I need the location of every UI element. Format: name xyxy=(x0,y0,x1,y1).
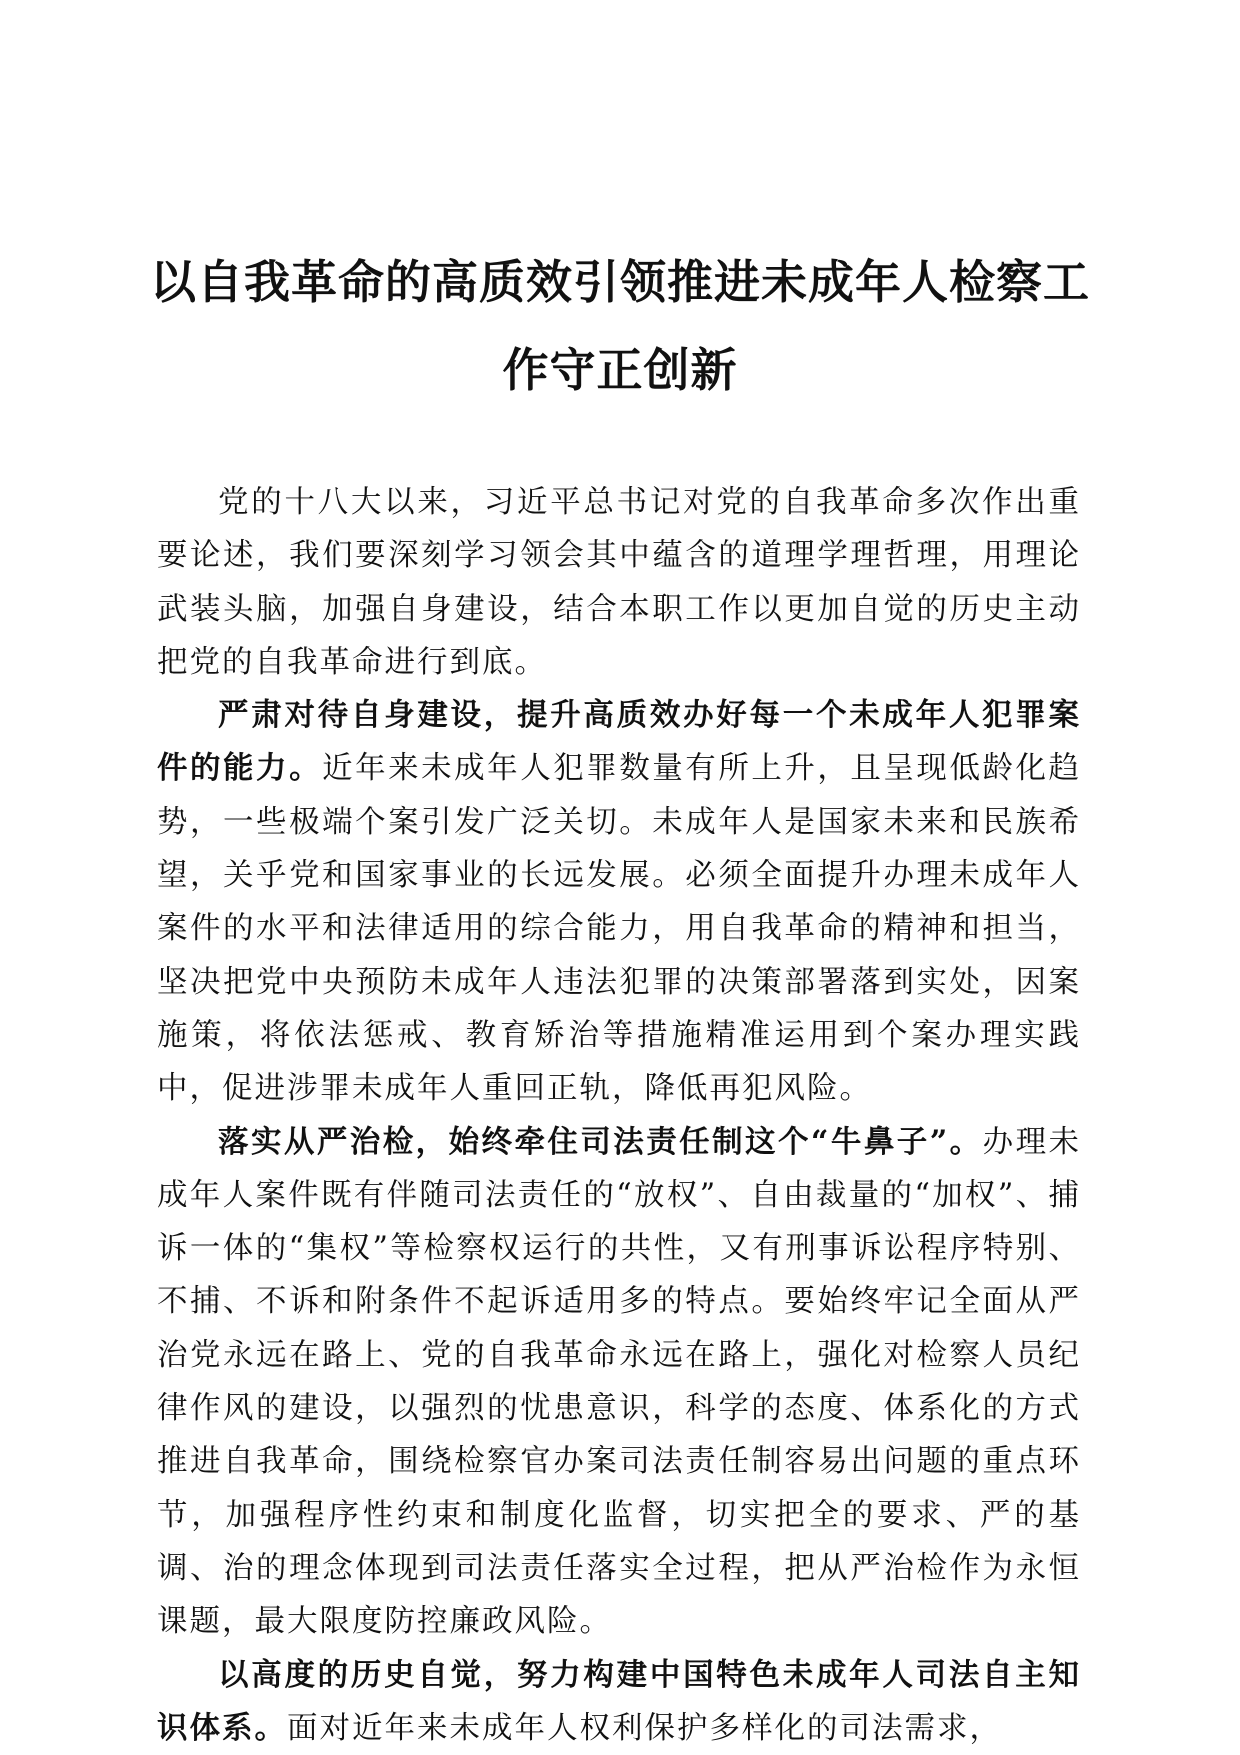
paragraph-4 xyxy=(157,1649,1081,1755)
title-line-1: 以自我革命的高质效引领推进未成年人检察工 xyxy=(150,255,1090,309)
document-title xyxy=(140,238,1100,414)
paragraph-1 xyxy=(157,476,1081,689)
paragraph-lead: 严肃对待自身建设，提升高质效办好每一个未成年人犯罪案件的能力。 xyxy=(157,697,1081,787)
paragraph-text: 党的十八大以来，习近平总书记对党的自我革命多次作出重要论述，我们要深刻学习领会其中蕴含的道理学理哲理，用理论武装头脑，加强自身建设，结合本职工作以更加自觉的历史主动把党的自我革命进行到底。 xyxy=(157,485,1081,680)
paragraph-lead: 落实从严治检，始终牵住司法责任制这个“牛鼻子”。 xyxy=(218,1123,983,1160)
paragraph-2 xyxy=(157,689,1081,1115)
title-line-2: 作守正创新 xyxy=(502,343,738,397)
paragraph-text: 办理未成年人案件既有伴随司法责任的“放权”、自由裁量的“加权”、捕诉一体的“集权”等检察权运行的共性，又有刑事诉讼程序特别、不捕、不诉和附条件不起诉适用多的特点。要始终牢记全面从严治党永远在路上、党的自我革命永远在路上，强化对检察人员纪律作风的建设，以强烈的忧患意识，科学的态度、体系化的方式推进自我革命，围绕检察官办案司法责任制容易出问题的重点环节，加强程序性约束和制度化监督，切实把全的要求、严的基调、治的理念体现到司法责任落实全过程，把从严治检作为永恒课题，最大限度防控廉政风险。 xyxy=(157,1124,1082,1640)
paragraph-text: 近年来未成年人犯罪数量有所上升，且呈现低龄化趋势，一些极端个案引发广泛关切。未成年人是国家未来和民族希望，关乎党和国家事业的长远发展。必须全面提升办理未成年人案件的水平和法律适用的综合能力，用自我革命的精神和担当，坚决把党中央预防未成年人违法犯罪的决策部署落到实处，因案施策，将依法惩戒、教育矫治等措施精准运用到个案办理实践中，促进涉罪未成年人重回正轨，降低再犯风险。 xyxy=(157,751,1081,1107)
paragraph-lead: 以高度的历史自觉，努力构建中国特色未成年人司法自主知识体系。 xyxy=(157,1656,1081,1746)
document-body xyxy=(157,476,1081,1755)
paragraph-3 xyxy=(157,1116,1081,1649)
paragraph-text: 面对近年来未成年人权利保护多样化的司法需求， xyxy=(287,1710,1002,1746)
